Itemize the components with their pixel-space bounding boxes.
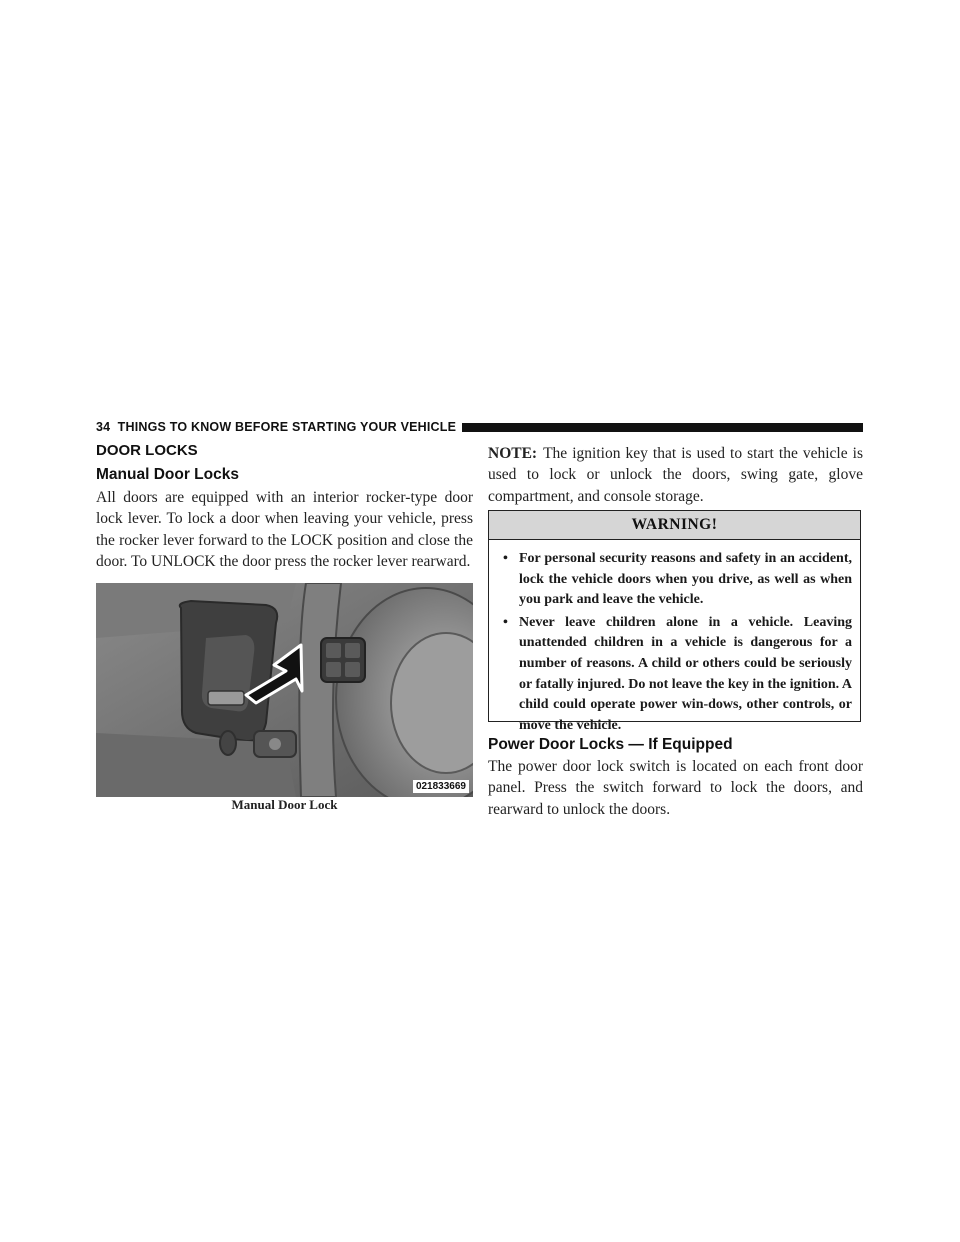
page-header-text [96, 420, 456, 434]
figure-caption: Manual Door Lock [231, 797, 338, 812]
manual-door-lock-photo [96, 583, 473, 797]
header-rule [462, 423, 863, 432]
warning-list [489, 540, 860, 736]
warning-title: WARNING! [489, 511, 860, 540]
warning-item [503, 549, 852, 611]
manual-locks-paragraph: All doors are equipped with an interior rocker-type door lock lever. To lock a door when leaving your vehicle, press the rocker lever forward to the LOCK position and close the door. To UNLOCK the door press the rocker lever rearward. [96, 489, 473, 570]
note-paragraph [488, 443, 863, 507]
warning-item [503, 613, 852, 737]
warning-box [488, 510, 861, 733]
subsection-title-manual: Manual Door Locks [96, 466, 239, 483]
bullet-icon: • [503, 614, 508, 630]
power-locks-paragraph: The power door lock switch is located on each front door panel. Press the switch forward to lock the doors, and rearward to unlock the doors. [488, 758, 863, 818]
section-title: DOOR LOCKS [96, 442, 198, 459]
subsection-title-power: Power Door Locks — If Equipped [488, 736, 733, 753]
note-label: NOTE: [488, 445, 538, 462]
figure-code: 021833669 [413, 780, 469, 793]
note-text: The ignition key that is used to start the vehicle is used to lock or unlock the doors, swing gate, glove compartment, and console storage. [488, 445, 863, 505]
warning-item-text: Never leave children alone in a vehicle. Leaving unattended children in a vehicle is dangerous for a number of reasons. A child or others could be seriously or fatally injured. Do not leave the key in the ignition. A child could operate power win-dows, other controls, or move the vehicle. [519, 614, 852, 733]
chapter-title: THINGS TO KNOW BEFORE STARTING YOUR VEHICLE [117, 420, 457, 434]
door-lock-illustration [96, 583, 473, 797]
page-header [96, 419, 863, 435]
page-number: 34 [96, 420, 111, 434]
warning-item-text: For personal security reasons and safety in an accident, lock the vehicle doors when you drive, as well as when you park and leave the vehicle. [519, 551, 852, 608]
bullet-icon: • [503, 551, 508, 566]
